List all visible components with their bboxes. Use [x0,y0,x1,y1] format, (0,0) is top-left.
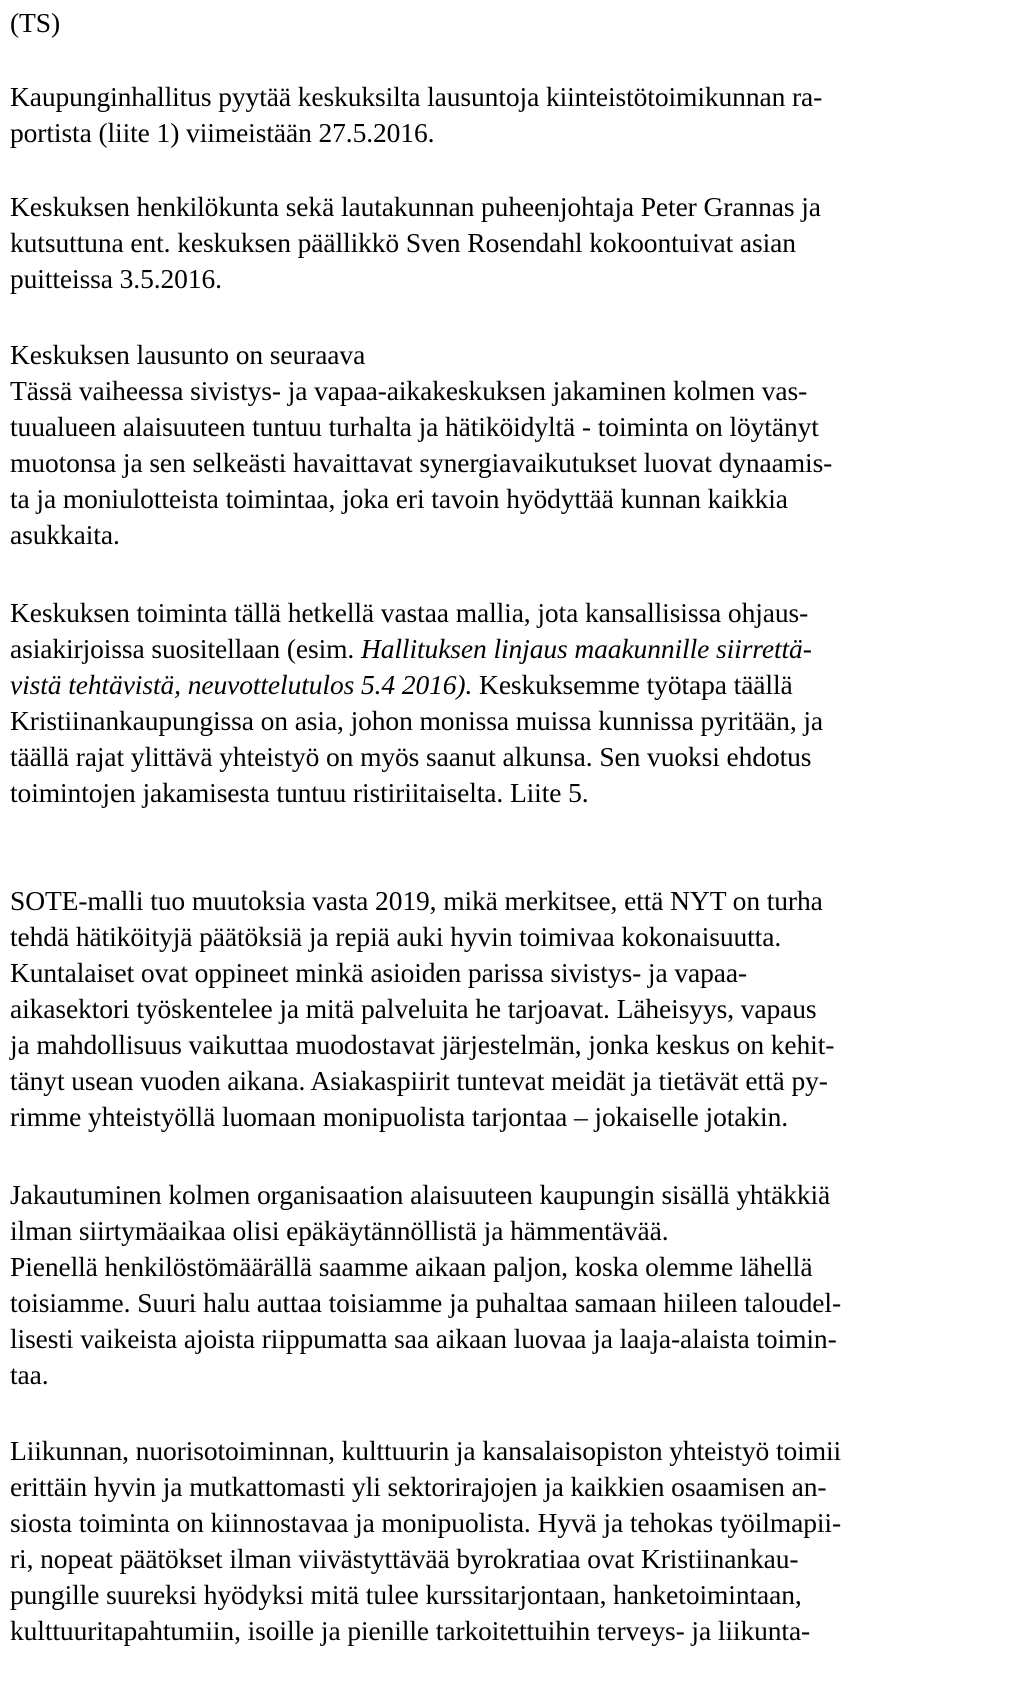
paragraph-3-line-5: ta ja moniulotteista toimintaa, joka eri tavoin hyödyttää kunnan kaikkia [10,483,788,514]
paragraph-4-line-2 [10,632,812,666]
paragraph-2-line-1: Keskuksen henkilökunta sekä lautakunnan puheenjohtaja Peter Grannas ja [10,191,821,222]
paragraph-5-line-7: rimme yhteistyöllä luomaan monipuolista tarjontaa – jokaiselle jotakin. [10,1101,789,1132]
paragraph-5-line-3: Kuntalaiset ovat oppineet minkä asioiden parissa sivistys- ja vapaa- [10,957,748,988]
paragraph-3-line-6: asukkaita. [10,519,120,550]
paragraph-4-line-1: Keskuksen toiminta tällä hetkellä vastaa mallia, jota kansallisissa ohjaus- [10,597,809,628]
paragraph-5-line-2: tehdä hätiköityjä päätöksiä ja repiä auki hyvin toimivaa kokonaisuutta. [10,921,782,952]
paragraph-4-line-2-italic: Hallituksen linjaus maakunnille siirrettä- [360,633,812,664]
document-tag: (TS) [10,7,61,38]
paragraph-4-line-6: toimintojen jakamisesta tuntuu ristiriitaiselta. Liite 5. [10,777,589,808]
paragraph-3-heading: Keskuksen lausunto on seuraava [10,339,366,370]
paragraph-5-line-5: ja mahdollisuus vaikuttaa muodostavat järjestelmän, jonka keskus on kehit- [10,1029,835,1060]
paragraph-7-line-5: pungille suureksi hyödyksi mitä tulee kurssitarjontaan, hanketoimintaan, [10,1579,802,1610]
paragraph-1-line-1: Kaupunginhallitus pyytää keskuksilta lausuntoja kiinteistötoimikunnan ra- [10,81,823,112]
paragraph-6-line-4: toisiamme. Suuri halu auttaa toisiamme ja puhaltaa samaan hiileen taloudel- [10,1287,841,1318]
paragraph-7-line-3: siosta toiminta on kiinnostavaa ja monipuolista. Hyvä ja tehokas työilmapii- [10,1507,842,1538]
paragraph-6-line-5: lisesti vaikeista ajoista riippumatta saa aikaan luovaa ja laaja-alaista toimin- [10,1323,837,1354]
paragraph-3-line-2: Tässä vaiheessa sivistys- ja vapaa-aikakeskuksen jakaminen kolmen vas- [10,375,808,406]
paragraph-6-line-6: taa. [10,1359,49,1390]
paragraph-7-line-2: erittäin hyvin ja mutkattomasti yli sektorirajojen ja kaikkien osaamisen an- [10,1471,827,1502]
paragraph-4-line-2-text: asiakirjoissa suositellaan (esim. [10,633,361,664]
paragraph-6-line-2: ilman siirtymäaikaa olisi epäkäytännöllistä ja hämmentävää. [10,1215,669,1246]
paragraph-1-line-2: portista (liite 1) viimeistään 27.5.2016. [10,117,435,148]
paragraph-7-line-6: kulttuuritapahtumiin, isoille ja pienille tarkoitettuihin terveys- ja liikunta- [10,1615,811,1646]
paragraph-4-line-3-text: Keskuksemme työtapa täällä [472,669,793,700]
paragraph-3-line-4: muotonsa ja sen selkeästi havaittavat synergiavaikutukset luovat dynaamis- [10,447,833,478]
paragraph-2-line-3: puitteissa 3.5.2016. [10,263,222,294]
paragraph-2-line-2: kutsuttuna ent. keskuksen päällikkö Sven Rosendahl kokoontuivat asian [10,227,796,258]
paragraph-3-line-3: tuualueen alaisuuteen tuntuu turhalta ja hätiköidyltä - toiminta on löytänyt [10,411,819,442]
paragraph-7-line-1: Liikunnan, nuorisotoiminnan, kulttuurin ja kansalaisopiston yhteistyö toimii [10,1435,842,1466]
paragraph-6-line-1: Jakautuminen kolmen organisaation alaisuuteen kaupungin sisällä yhtäkkiä [10,1179,831,1210]
paragraph-4-line-3-italic: vistä tehtävistä, neuvottelutulos 5.4 2016). [10,669,473,700]
paragraph-7-line-4: ri, nopeat päätökset ilman viivästyttävää byrokratiaa ovat Kristiinankau- [10,1543,799,1574]
paragraph-4-line-3 [10,668,793,702]
paragraph-6-line-3: Pienellä henkilöstömäärällä saamme aikaan paljon, koska olemme lähellä [10,1251,813,1282]
paragraph-5-line-6: tänyt usean vuoden aikana. Asiakaspiirit tuntevat meidät ja tietävät että py- [10,1065,828,1096]
paragraph-4-line-4: Kristiinankaupungissa on asia, johon monissa muissa kunnissa pyritään, ja [10,705,824,736]
paragraph-4-line-5: täällä rajat ylittävä yhteistyö on myös saanut alkunsa. Sen vuoksi ehdotus [10,741,812,772]
paragraph-5-line-1: SOTE-malli tuo muutoksia vasta 2019, mikä merkitsee, että NYT on turha [10,885,823,916]
paragraph-5-line-4: aikasektori työskentelee ja mitä palveluita he tarjoavat. Läheisyys, vapaus [10,993,817,1024]
